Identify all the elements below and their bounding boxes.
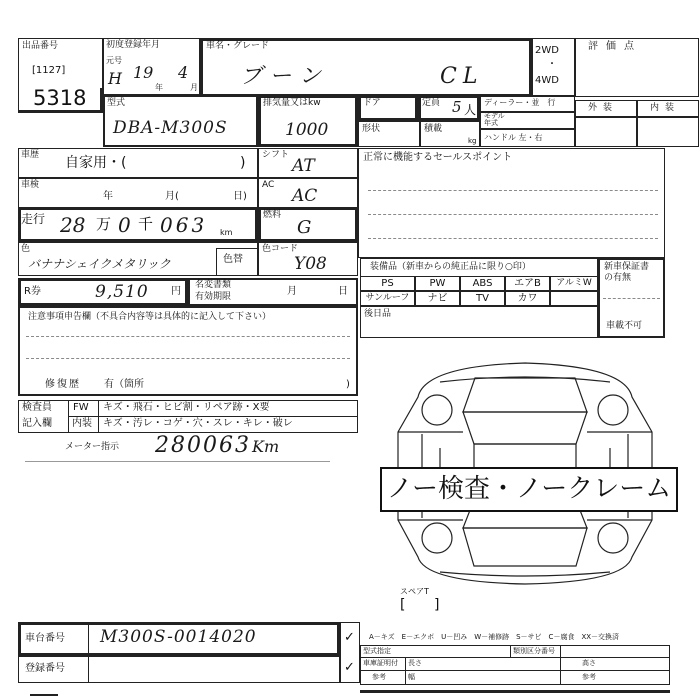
- mileage-man: 28: [60, 213, 86, 237]
- exterior-grade-cell: [575, 117, 637, 147]
- color-label: 色: [21, 244, 31, 254]
- dealer-label: ディーラー・並 行: [484, 98, 556, 107]
- shift-value: AT: [292, 156, 315, 176]
- spec-col-divider: [560, 645, 561, 685]
- bottom-edge-mark: [30, 694, 58, 696]
- score-label: 評価点: [588, 41, 642, 52]
- equipment-tv: TV: [460, 291, 505, 306]
- type-designation-label: 型式指定: [363, 647, 391, 655]
- era-label: 元号: [106, 56, 122, 65]
- sales-point-line: [368, 214, 658, 215]
- vehicle-grade: CL: [440, 64, 484, 89]
- rear-bumper-line: [440, 572, 610, 576]
- notes-line: [26, 336, 350, 337]
- equipment-ps: PS: [360, 276, 415, 291]
- shaken-day: 日): [233, 191, 247, 202]
- repair-history-label: 修復歴: [45, 379, 81, 390]
- capacity-value: 5: [452, 98, 462, 116]
- recycle-value: 9,510: [95, 282, 149, 302]
- mileage-unit: km: [220, 228, 233, 237]
- notes-line: [26, 358, 350, 359]
- shape-label: 形状: [362, 124, 381, 134]
- sales-point-line: [368, 238, 658, 239]
- chassis-number: M300S-0014020: [100, 627, 257, 647]
- transfer-docs-day: 日: [338, 286, 348, 297]
- fuel-label: 燃料: [263, 210, 282, 220]
- meter-value: 280063: [155, 433, 251, 458]
- warranty-line: [603, 298, 660, 299]
- year-unit: 年: [155, 83, 163, 92]
- chassis-divider: [88, 624, 89, 654]
- registration-year: 19: [133, 63, 154, 82]
- mileage-sen-unit: 千: [138, 215, 154, 233]
- model-code-value: DBA-M300S: [113, 118, 228, 138]
- interior-grade-label: 内装: [650, 103, 681, 113]
- displacement-value: 1000: [285, 120, 329, 140]
- recycle-unit: 円: [171, 286, 181, 297]
- inspector-items-interior: キズ・汚レ・コゲ・穴・スレ・キレ・破レ: [103, 418, 293, 429]
- drive-2wd: 2WD: [535, 45, 559, 56]
- equipment-navi: ナビ: [415, 291, 460, 306]
- registration-divider: [88, 656, 89, 683]
- inspector-part-interior: 内装: [72, 418, 92, 429]
- lot-code: [1127]: [32, 65, 66, 76]
- mileage-man-unit: 万: [96, 215, 112, 233]
- inspector-label: 検査員: [22, 402, 52, 413]
- mileage-rest: 063: [160, 213, 208, 237]
- history-label: 車歴: [21, 150, 40, 160]
- shaken-label: 車検: [21, 180, 40, 190]
- height-label: 高さ: [582, 659, 596, 667]
- repair-history-value: 有（箇所: [104, 379, 144, 390]
- equipment-sunroof: サンルーフ: [360, 291, 415, 306]
- sales-point-line: [368, 190, 658, 191]
- spec-row-divider: [360, 657, 670, 658]
- equipment-pw: PW: [415, 276, 460, 291]
- history-close: ): [240, 155, 246, 171]
- width-label: 幅: [408, 673, 415, 681]
- equipment-leather: カワ: [505, 291, 550, 306]
- shaken-year: 年: [103, 191, 113, 202]
- reference-left-label: 参考: [372, 673, 386, 681]
- chassis-label: 車台番号: [25, 633, 65, 644]
- inspector-label-2: 記入欄: [22, 418, 52, 429]
- damage-legend: A－キズ E－エクボ U－凹み W－補修跡 S－サビ C－腐食 XX－交換済: [369, 633, 620, 641]
- rear-left-wheel: [422, 523, 452, 553]
- transfer-docs-month: 月: [287, 286, 297, 297]
- model-year-label-top: モデル: [484, 112, 505, 120]
- bottom-edge-line: [360, 690, 670, 693]
- first-registration-label: 初度登録年月: [106, 40, 161, 50]
- capacity-unit: 人: [464, 103, 477, 117]
- lot-number: 5318: [33, 86, 87, 110]
- equipment-blank: [550, 291, 598, 306]
- equipment-abs: ABS: [460, 276, 505, 291]
- equipment-alloy-wheels: アルミW: [550, 276, 598, 291]
- load-unit: kg: [468, 137, 477, 145]
- warranty-label: 新車保証書: [604, 262, 650, 272]
- mileage-sen: 0: [118, 213, 131, 237]
- length-label: 長さ: [408, 659, 422, 667]
- equipment-title: 装備品（新車からの純正品に限り○印）: [370, 262, 531, 272]
- transfer-docs-expiry-label: 有効期限: [195, 292, 232, 302]
- color-code-label: 色コード: [262, 244, 299, 254]
- shaken-month: 月(: [165, 191, 179, 202]
- drive-separator: ・: [547, 59, 557, 70]
- equipment-airbag: エアB: [505, 276, 550, 291]
- door-label: ドア: [363, 98, 381, 108]
- capacity-label: 定員: [422, 98, 441, 108]
- era-value: H: [108, 69, 122, 88]
- vehicle-name: ブーン: [240, 64, 329, 89]
- meter-label: メーター指示: [65, 442, 120, 452]
- displacement-label: 排気量又はkw: [263, 98, 321, 108]
- mileage-label: 走行: [21, 212, 46, 226]
- sales-point-box: [358, 148, 665, 258]
- registration-month: 4: [178, 63, 189, 82]
- model-year-label-bottom: 年式: [484, 119, 498, 127]
- color-value: バナナシェイクメタリック: [28, 257, 171, 271]
- spare-tire-open: [: [400, 597, 406, 613]
- spare-tire-label: スペアT: [400, 587, 429, 596]
- ac-value: AC: [292, 186, 318, 206]
- exterior-grade-label: 外装: [588, 103, 619, 113]
- spec-row-divider: [360, 670, 670, 671]
- front-windshield: [463, 412, 587, 444]
- inspector-items-fw: キズ・飛石・ヒビ割・リペア跡・X要: [103, 402, 270, 413]
- month-unit: 月: [190, 83, 198, 92]
- repair-history-close: ): [346, 379, 350, 390]
- history-value: 自家用・(: [65, 155, 127, 171]
- chassis-check-mark: ✓: [344, 630, 355, 645]
- shaken-box: [18, 178, 258, 208]
- front-left-wheel: [422, 395, 452, 425]
- sales-point-label: 正常に機能するセールスポイント: [363, 152, 513, 163]
- registration-box: [18, 656, 340, 683]
- rear-right-wheel: [598, 523, 628, 553]
- registration-check-mark: ✓: [344, 660, 355, 675]
- spare-tire-close: ]: [434, 597, 440, 613]
- shift-label: シフト: [262, 150, 290, 160]
- lot-label: 出品番号: [22, 41, 59, 51]
- front-right-wheel: [598, 395, 628, 425]
- load-label: 積載: [424, 124, 443, 134]
- warranty-label-2: の有無: [604, 273, 632, 283]
- notes-title: 注意事項申告欄（不具合内容等は具体的に記入して下さい）: [28, 312, 272, 322]
- later-items-label: 後日品: [364, 309, 392, 319]
- interior-grade-cell: [637, 117, 699, 147]
- warranty-footer: 車載不可: [606, 321, 643, 331]
- later-items-box: [360, 306, 598, 338]
- no-inspection-stamp: ノー検査・ノークレーム: [380, 467, 678, 512]
- meter-unit: Km: [252, 437, 280, 456]
- color-code-value: Y08: [294, 254, 327, 274]
- history-box: [18, 148, 258, 178]
- color-change-label: 色替: [223, 254, 243, 265]
- trunk: [463, 528, 587, 566]
- meter-line: [25, 461, 330, 462]
- ac-label: AC: [262, 180, 275, 190]
- spec-col-divider: [510, 645, 511, 657]
- registration-label: 登録番号: [25, 663, 65, 674]
- garage-cert-label: 車庫証明付: [363, 659, 398, 667]
- reference-right-label: 参考: [582, 673, 596, 681]
- spec-col-divider: [405, 657, 406, 685]
- recycle-label: R券: [24, 286, 41, 297]
- category-number-label: 類別区分番号: [513, 647, 555, 655]
- inspector-row-divider: [68, 416, 358, 417]
- transfer-docs-label: 名変書類: [195, 280, 232, 290]
- fuel-value: G: [297, 217, 312, 238]
- vehicle-name-label: 車名・グレード: [206, 41, 270, 51]
- model-code-label: 型式: [107, 98, 126, 108]
- hood: [463, 378, 587, 412]
- handle-label: ハンドル 左・右: [484, 133, 543, 142]
- drive-4wd: 4WD: [535, 75, 559, 86]
- inspector-part-fw: FW: [73, 402, 89, 413]
